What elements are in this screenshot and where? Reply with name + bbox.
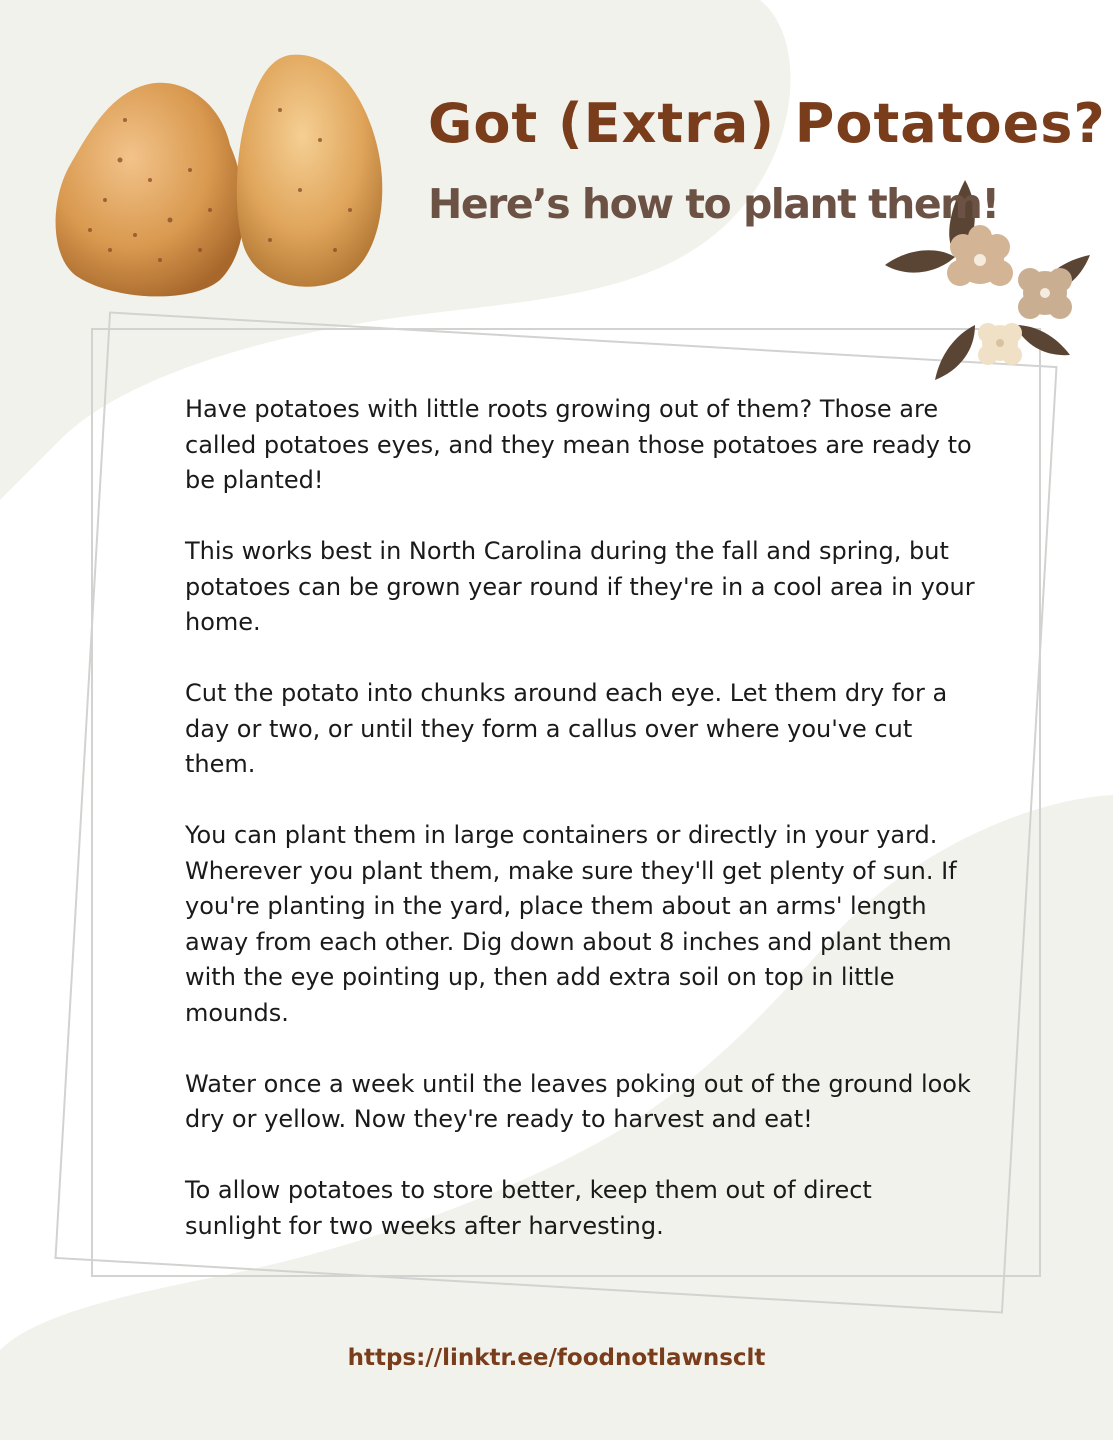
paragraph-watering: Water once a week until the leaves poking out of the ground look dry or yellow. Now they're ready to harvest and eat! — [185, 1069, 971, 1133]
paragraph-cutting: Cut the potato into chunks around each eye. Let them dry for a day or two, or until they form a callus over where you've cut them. — [185, 679, 948, 778]
paragraph-planting: You can plant them in large containers or directly in your yard. Wherever you plant them, make sure they'll get plenty of sun. If you're planting in the yard, place them about an arms' length away from each other. Dig down about 8 inches and plant them with the eye pointing up, then add extra soil on top in little mounds. — [185, 821, 957, 1027]
page-subtitle: Here’s how to plant them! — [428, 180, 999, 228]
paragraph-potato-eyes: Have potatoes with little roots growing out of them? Those are called potatoes eyes, and they mean those potatoes are ready to be planted! — [185, 395, 972, 494]
paragraph-storage: To allow potatoes to store better, keep them out of direct sunlight for two weeks after harvesting. — [185, 1176, 872, 1240]
footer-link[interactable]: https://linktr.ee/foodnotlawnsclt — [347, 1345, 766, 1371]
instructions-body — [185, 392, 975, 1280]
paragraph-season: This works best in North Carolina during the fall and spring, but potatoes can be grown year round if they're in a cool area in your home. — [185, 537, 975, 636]
potatoes-image — [50, 50, 390, 305]
page-title: Got (Extra) Potatoes? — [428, 92, 1106, 155]
